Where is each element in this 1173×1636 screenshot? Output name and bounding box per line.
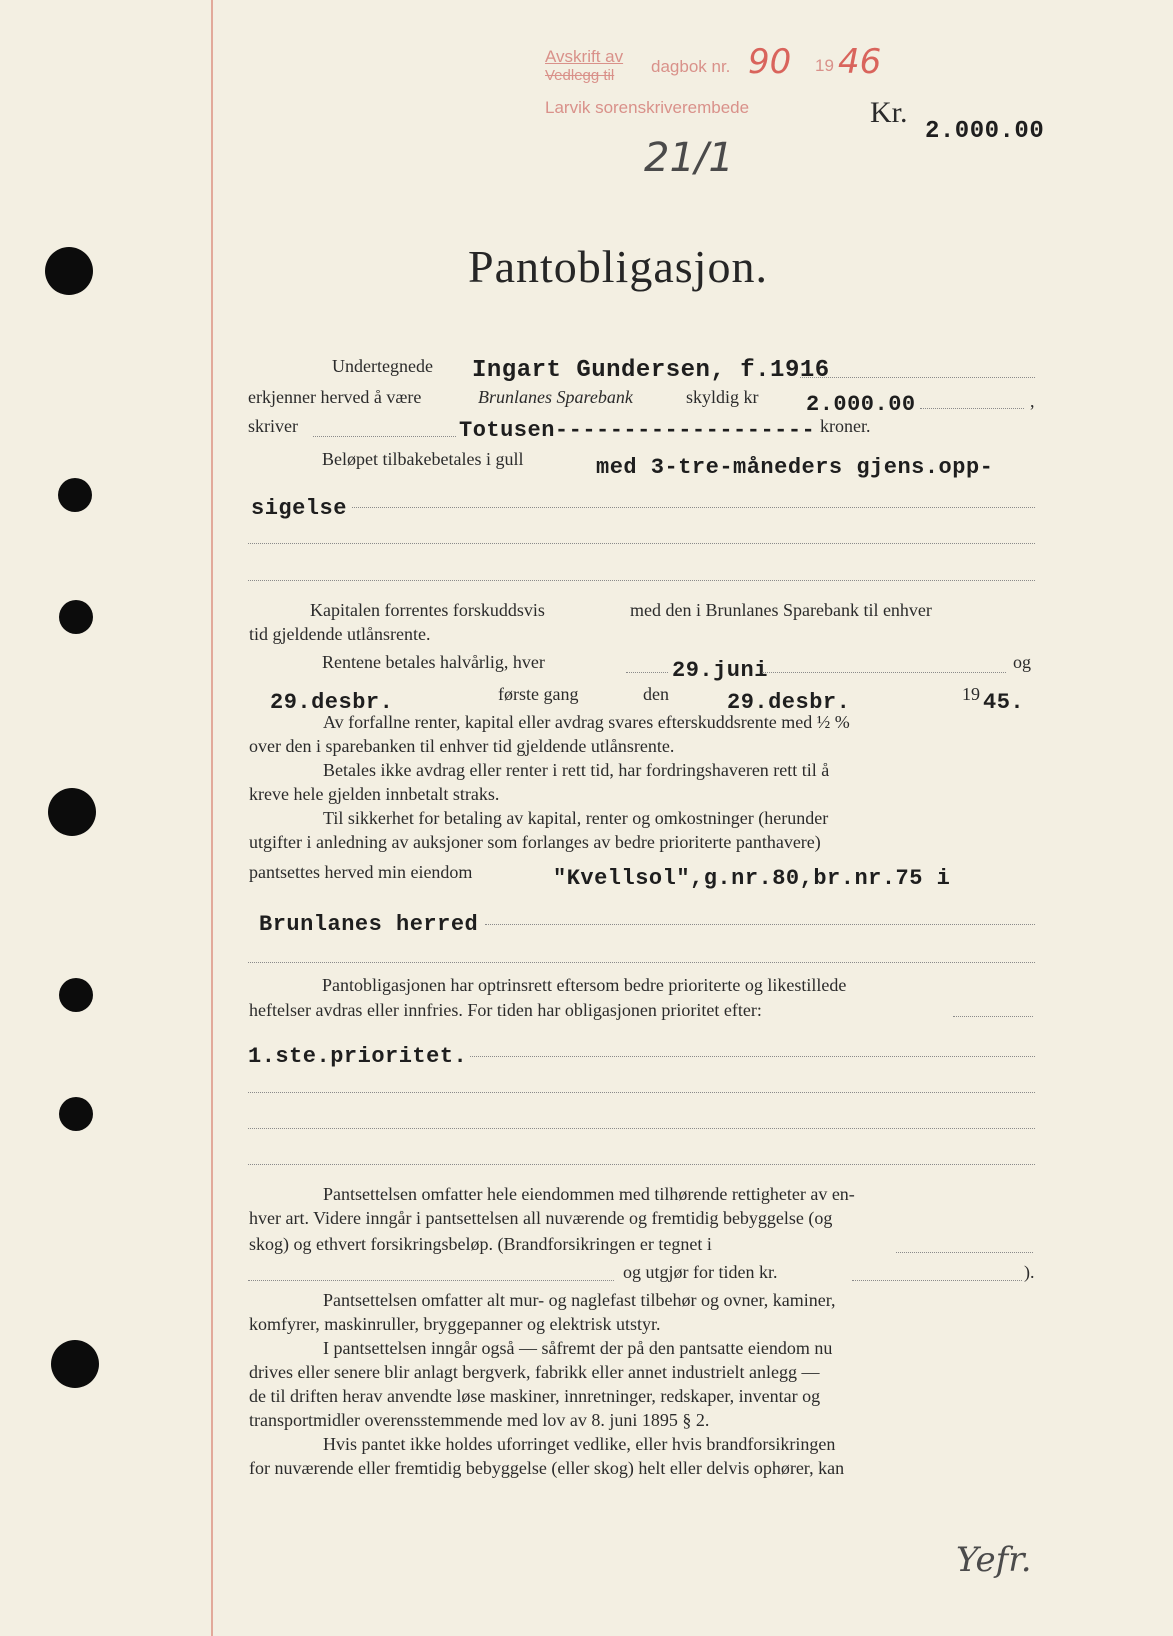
undertegnede-label: Undertegnede [332,356,433,376]
tilbehor-line1: Pantsettelsen omfatter alt mur- og naglefast tilbehør og ovner, kaminer, [323,1290,836,1310]
hvis-line1: Hvis pantet ikke holdes uforringet vedlike, eller hvis brandforsikringen [323,1434,836,1454]
dotted-line [896,1252,1033,1253]
dotted-line [352,507,1035,508]
tilbehor-line2: komfyrer, maskinruller, bryggepanner og elektrisk utstyr. [249,1314,661,1334]
stamp-office: Larvik sorenskriverembede [545,98,750,117]
stamp-vedlegg: Vedlegg til [545,67,615,84]
betales-line2: kreve hele gjelden innbetalt straks. [249,784,500,804]
erkjenner-label: erkjenner herved å være [248,387,422,407]
prioritet-line2: heftelser avdras eller innfries. For tiden har obligasjonen prioritet efter: [249,1000,762,1020]
comma: , [1030,391,1035,411]
document-title: Pantobligasjon. [468,241,768,292]
red-margin-rule [211,0,213,1636]
year-prefix: 19 [962,684,980,704]
inngar-line2: drives eller senere blir anlagt bergverk, fabrikk eller annet industrielt anlegg — [249,1362,820,1382]
hvis-line2: for nuværende eller fremtidig bebyggelse (eller skog) helt eller delvis ophører, kan [249,1458,845,1478]
dotted-line [626,672,668,673]
dotted-line [248,543,1035,544]
rentene-label: Rentene betales halvårlig, hver [322,652,545,672]
omfatter-line3: skog) og ethvert forsikringsbeløp. (Brandforsikringen er tegnet i [249,1234,712,1254]
first-interest-year: 45. [983,690,1025,715]
punch-hole [59,978,93,1012]
kapitalen-line1a: Kapitalen forrentes forskuddsvis [310,600,545,620]
forste-gang-label: første gang [498,684,579,704]
dotted-line [953,1016,1033,1017]
dotted-line [485,924,1035,925]
betales-line1: Betales ikke avdrag eller renter i rett tid, har fordringshaveren rett til å [323,760,830,780]
signature-initials: Yefr. [956,1540,1032,1580]
dotted-line [762,672,1006,673]
dotted-line [920,408,1024,409]
sikkerhet-line2: utgifter i anledning av auksjoner som forlanges av bedre prioriterte panthavere) [249,832,821,852]
dotted-line [248,1128,1035,1129]
handwritten-date: 21/1 [644,135,734,181]
dotted-line [248,1164,1035,1165]
den-label: den [643,684,669,704]
inngar-line3: de til driften herav anvendte løse maskiner, innretninger, redskaper, inventar og [249,1386,821,1406]
dotted-line [248,1280,614,1281]
stamp-year-suffix: 46 [838,42,882,82]
interest-date-2: 29.desbr. [270,690,394,715]
skriver-label: skriver [248,416,298,436]
forfalne-line2: over den i sparebanken til enhver tid gjeldende utlånsrente. [249,736,675,756]
kapitalen-line1b: med den i Brunlanes Sparebank til enhver [630,600,932,620]
property-description: "Kvellsol",g.nr.80,br.nr.75 i [553,866,951,891]
punch-hole [59,600,93,634]
inngar-line4: transportmidler overensstemmende med lov av 8. juni 1895 § 2. [249,1410,710,1430]
omfatter-paragraph [249,1182,1035,1230]
dotted-line [852,1280,1022,1281]
punch-hole [51,1340,99,1388]
omfatter-line4: og utgjør for tiden kr. [623,1262,778,1282]
first-interest-date: 29.desbr. [727,690,851,715]
inngar-line1: I pantsettelsen inngår også — såfremt der på den pantsatte eiendom nu [323,1338,833,1358]
kapitalen-line2: tid gjeldende utlånsrente. [249,624,431,644]
dotted-line [470,1056,1035,1057]
debt-amount: 2.000.00 [806,392,916,417]
dotted-line [248,1092,1035,1093]
dotted-line [248,580,1035,581]
debtor-name: Ingart Gundersen, f.1916 [472,357,830,384]
priority-value: 1.ste.prioritet. [248,1044,468,1069]
tilbehor-paragraph [249,1288,1035,1480]
property-location: Brunlanes herred [259,912,479,937]
prioritet-line1: Pantobligasjonen har optrinsrett eftersom bedre prioriterte og likestillede [322,975,847,995]
punch-hole [58,478,92,512]
repayment-terms: med 3-tre-måneders gjens.opp- [596,455,994,480]
belopet-label: Beløpet tilbakebetales i gull [322,449,524,469]
punch-hole [59,1097,93,1131]
stamp-avskrift: Avskrift av [545,47,624,66]
omfatter-line2: hver art. Videre inngår i pantsettelsen all nuværende og fremtidig bebyggelse (og [249,1208,833,1228]
amount-value: 2.000.00 [925,118,1045,145]
stamp-dagbok-label: dagbok nr. [651,57,731,76]
dotted-line [800,377,1035,378]
forfalne-line1: Av forfallne renter, kapital eller avdrag svares efterskuddsrente med ½ % [323,712,850,732]
stamp-year-prefix: 19 [815,56,834,75]
sikkerhet-line1: Til sikkerhet for betaling av kapital, renter og omkostninger (herunder [323,808,829,828]
omfatter-line1: Pantsettelsen omfatter hele eiendommen med tilhørende rettigheter av en- [323,1184,855,1204]
amount-kr-label: Kr. [870,96,908,129]
punch-hole [45,247,93,295]
creditor-name: Brunlanes Sparebank [478,387,633,407]
amount-in-words: Totusen------------------- [459,418,816,443]
skyldig-label: skyldig kr [686,387,759,407]
pantsettes-label: pantsettes herved min eiendom [249,862,473,882]
repayment-terms-cont: sigelse [251,496,347,521]
dotted-line [313,436,456,437]
dotted-line [248,962,1035,963]
kroner-label: kroner. [820,416,871,436]
dagbok-number: 90 [748,42,792,82]
punch-hole [48,788,96,836]
terms-paragraph [249,710,1035,854]
og-label: og [1013,652,1031,672]
interest-date-1: 29.juni [672,658,768,683]
close-paren: ). [1024,1262,1035,1282]
